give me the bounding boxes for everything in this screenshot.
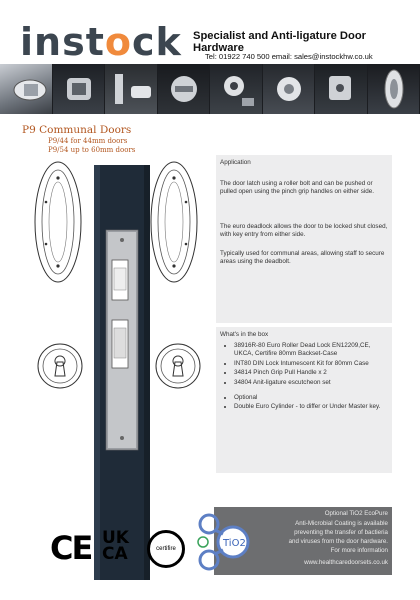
photo-pull-handle <box>53 64 106 114</box>
coating-line: For more information <box>330 547 388 554</box>
escutcheon-left-image <box>38 344 82 388</box>
box-heading: What's in the box <box>220 331 269 338</box>
door-edge-image <box>94 165 150 580</box>
application-paragraph: Typically used for communal areas, allowing staff to secure areas using the deadbolt. <box>220 250 385 266</box>
ce-mark: CE <box>50 529 92 567</box>
photo-bathroom <box>105 64 158 114</box>
application-paragraph: The door latch using a roller bolt and can be pushed or pulled open using the pinch grip handles on either side. <box>220 180 375 196</box>
instock-logo: instock <box>20 20 182 64</box>
list-item: • 38916R-80 Euro Roller Dead Lock EN12209,CE, UKCA, Certifire 80mm Backset-Case <box>234 342 384 359</box>
product-title: P9 Communal Doors <box>22 124 132 136</box>
photo-handle-closeup <box>0 64 53 114</box>
product-variant-44: P9/44 for 44mm doors <box>48 137 128 145</box>
product-illustration <box>30 160 215 580</box>
photo-oval-handle <box>368 64 420 114</box>
list-item: • INT80 DIN Lock Intumescent Kit for 80mm Case <box>234 360 384 368</box>
product-variant-54: P9/54 up to 60mm doors <box>48 146 136 154</box>
tagline: Specialist and Anti-ligature Door Hardware <box>193 30 367 54</box>
photo-thumbturn <box>158 64 211 114</box>
ukca-mark: UK CA <box>102 528 129 564</box>
contact-details: Tel: 01922 740 500 email: sales@instockhw.co.uk <box>205 52 373 61</box>
list-item: • 34804 Anit-ligature escutcheon set <box>234 379 384 387</box>
list-item: • Optional <box>234 394 384 402</box>
coating-website-link[interactable]: www.healthcaredoorsets.co.uk <box>304 559 388 566</box>
coating-line: Anti-Microbial Coating is available <box>295 520 388 527</box>
photo-knob <box>263 64 316 114</box>
pull-handle-left-image <box>35 162 81 282</box>
application-panel <box>216 155 392 323</box>
tio2-logo-text: TiO2 <box>223 538 246 549</box>
photo-escutcheon <box>210 64 263 114</box>
certifire-mark: certifire <box>147 530 185 568</box>
coating-line: preventing the transfer of bactieria <box>294 529 388 536</box>
box-contents-list <box>220 342 384 413</box>
application-heading: Application <box>220 159 251 166</box>
box-contents-panel <box>216 327 392 473</box>
list-item: • 34814 Pinch Grip Pull Handle x 2 <box>234 369 384 377</box>
photo-lock <box>315 64 368 114</box>
pull-handle-right-image <box>151 162 197 282</box>
tio2-molecule-logo <box>193 510 263 576</box>
coating-line: and viruses from the door hardware. <box>288 538 388 545</box>
application-paragraph: The euro deadlock allows the door to be locked shut closed, with key entry from either side. <box>220 223 388 239</box>
escutcheon-right-image <box>156 344 200 388</box>
product-photo-strip <box>0 64 420 114</box>
list-item: • Double Euro Cylinder - to differ or Under Master key. <box>234 403 384 411</box>
coating-line: Optional TiO2 EcoPure <box>324 510 388 517</box>
